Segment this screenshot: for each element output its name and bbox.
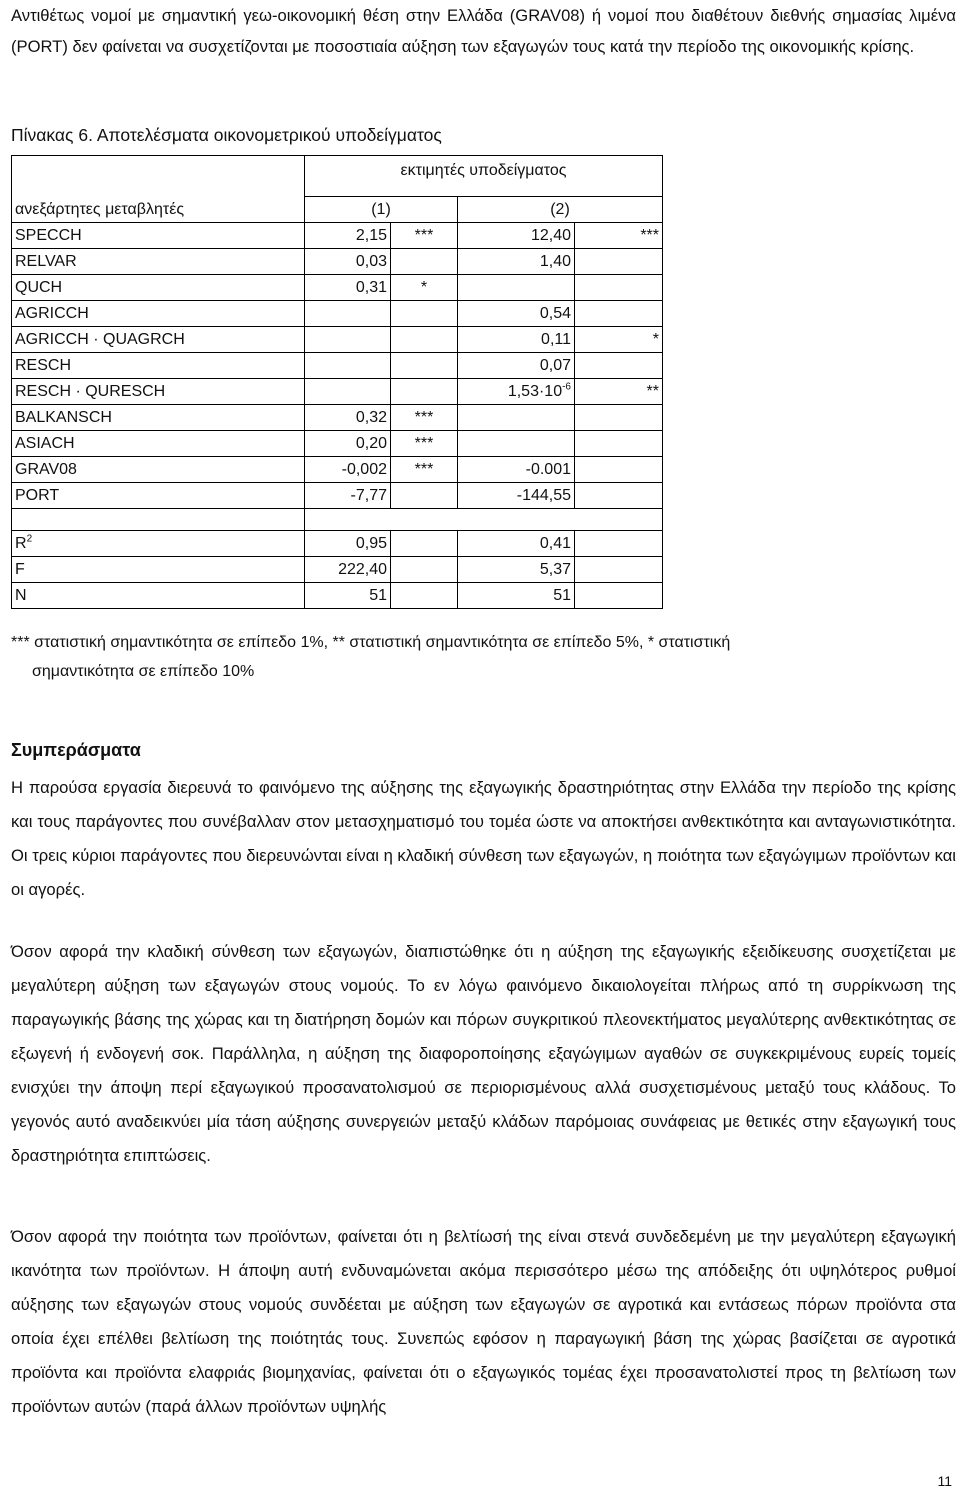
row-variable: BALKANSCH	[12, 405, 305, 431]
stat-label	[12, 531, 305, 557]
row-variable: AGRICCH · QUAGRCH	[12, 327, 305, 353]
row-significance-2	[575, 249, 663, 275]
table-row	[12, 327, 663, 353]
row-value-1	[305, 301, 391, 327]
row-value-2-text: -0.001	[525, 461, 571, 478]
row-value-2	[458, 457, 575, 483]
row-variable: RESCH · QURESCH	[12, 379, 305, 405]
stat-label-text: R	[15, 535, 27, 552]
table-row	[12, 301, 663, 327]
row-value-1	[305, 379, 391, 405]
table-note	[11, 628, 956, 686]
row-variable: GRAV08	[12, 457, 305, 483]
row-value-2-text: 0,11	[541, 331, 571, 348]
stat-empty-1	[391, 531, 458, 557]
stat-empty-2	[575, 531, 663, 557]
row-variable: QUCH	[12, 275, 305, 301]
row-value-2	[458, 223, 575, 249]
row-variable: RELVAR	[12, 249, 305, 275]
row-value-1	[305, 353, 391, 379]
row-significance-1	[391, 327, 458, 353]
row-significance-2	[575, 431, 663, 457]
row-variable: RESCH	[12, 353, 305, 379]
table-row	[12, 275, 663, 301]
table-row	[12, 379, 663, 405]
table-row	[12, 431, 663, 457]
table-row	[12, 457, 663, 483]
row-significance-2	[575, 275, 663, 301]
stat-value-1: 222,40	[305, 557, 391, 583]
results-table	[11, 155, 663, 609]
row-value-1: 0,20	[305, 431, 391, 457]
row-value-2	[458, 405, 575, 431]
stat-label	[12, 557, 305, 583]
stat-label	[12, 583, 305, 609]
row-value-2-text: -144,55	[516, 487, 571, 504]
row-value-2	[458, 327, 575, 353]
table-row	[12, 223, 663, 249]
page-number: 11	[937, 1473, 952, 1489]
row-value-2-text: 0,07	[539, 357, 571, 374]
table-caption: Πίνακας 6. Αποτελέσματα οικονομετρικού υποδείγματος	[11, 125, 442, 145]
conclusions-paragraph-2: Όσον αφορά την κλαδική σύνθεση των εξαγωγών, διαπιστώθηκε ότι η αύξηση της εξαγωγικής εξειδίκευσης συσχετίζεται με μεγαλύτερη αύξηση των εξαγωγών στους νομούς. Το εν λόγω φαινόμενο δικαιολογείται πλήρως από τη συρρίκνωση της παραγωγικής βάσης της χώρας και τη διατήρηση δομών και πόρων συγκριτικού πλεονεκτήματος μεγαλύτερης ανθεκτικότητας σε εξωγενή ή ενδογενή σοκ. Παράλληλα, η αύξηση της διαφοροποίησης εξαγώγιμων αγαθών σε συγκεκριμένους ευρείς τομείς ενισχύει την άποψη περί εξαγωγικού προσανατολισμού σε περιορισμένους αλλά συσχετισμένους μεταξύ τους κλάδους. Το γεγονός αυτό αναδεικνύει μία τάση αύξησης συνεργειών μεταξύ κλάδων παρόμοιας συνάφειας με θετικές στην εξαγωγική τους δραστηριότητα επιπτώσεις.	[11, 942, 956, 1165]
row-significance-2	[575, 483, 663, 509]
row-significance-1	[391, 249, 458, 275]
row-significance-2: **	[575, 379, 663, 405]
stat-label-text: F	[15, 561, 25, 578]
row-value-2-text: 12,40	[530, 227, 571, 244]
conclusions-paragraph-3: Όσον αφορά την ποιότητα των προϊόντων, φαίνεται ότι η βελτίωσή της είναι στενά συνδεδεμένη με την μεγαλύτερη εξαγωγική ικανότητα των προϊόντων. Η άποψη αυτή ενδυναμώνεται ακόμα περισσότερο μέσω της απόδειξης ότι υψηλότερος ρυθμοί αύξησης των εξαγωγών στους νομούς συνδέεται με αύξηση των εξαγωγών σε αγροτικά και εντάσεως πόρων προϊόντα στα οποία έχει επέλθει βελτίωση της ποιότητάς τους. Συνεπώς εφόσον η παραγωγική βάση της χώρας βασίζεται σε αγροτικά προϊόντα και προϊόντα ελαφριάς βιομηχανίας, φαίνεται ότι ο εξαγωγικός τομέας έχει προσανατολιστεί προς τη βελτίωση των προϊόντων αυτών (παρά άλλων προϊόντων υψηλής	[11, 1227, 956, 1416]
row-significance-1: ***	[391, 431, 458, 457]
row-value-2-text: 0,54	[539, 305, 571, 322]
table-stat-row	[12, 557, 663, 583]
row-value-1	[305, 327, 391, 353]
table-header-row	[12, 156, 663, 197]
row-significance-1	[391, 301, 458, 327]
row-significance-2: *	[575, 327, 663, 353]
row-significance-1: *	[391, 275, 458, 301]
table-row	[12, 353, 663, 379]
table-note-line2: σημαντικότητα σε επίπεδο 10%	[32, 663, 255, 680]
table-row	[12, 249, 663, 275]
row-variable: SPECCH	[12, 223, 305, 249]
row-value-1: -0,002	[305, 457, 391, 483]
gap-cell	[305, 509, 663, 531]
row-value-1: 0,03	[305, 249, 391, 275]
stat-empty-2	[575, 583, 663, 609]
intro-paragraph: Αντιθέτως νομοί με σημαντική γεω-οικονομική θέση στην Ελλάδα (GRAV08) ή νομοί που διαθέτουν διεθνής σημασίας λιμένα (PORT) δεν φαίνεται να συσχετίζονται με ποσοστιαία αύξηση των εξαγωγών τους κατά την περίοδο της οικονομικής κρίσης.	[11, 6, 956, 56]
stat-empty-1	[391, 583, 458, 609]
stat-value-2: 0,41	[458, 531, 575, 557]
row-significance-2	[575, 301, 663, 327]
row-value-1: 2,15	[305, 223, 391, 249]
conclusions-paragraph-1: Η παρούσα εργασία διερευνά το φαινόμενο της αύξησης της εξαγωγικής δραστηριότητας στην Ελλάδα την περίοδο της κρίσης και τους παράγοντες που συνέβαλλαν στον μετασχηματισμό του τομέα ώστε να αποκτήσει ανθεκτικότητα και ανταγωνιστικότητα. Οι τρεις κύριοι παράγοντες που διερευνώνται είναι η κλαδική σύνθεση των εξαγωγών, η ποιότητα των εξαγώγιμων προϊόντων και οι αγορές.	[11, 778, 956, 899]
row-value-2-text: 1,53·10	[507, 383, 563, 400]
table-column-header-row	[12, 197, 663, 223]
table-stat-row	[12, 583, 663, 609]
row-significance-2	[575, 457, 663, 483]
row-significance-2	[575, 353, 663, 379]
stat-value-2: 5,37	[458, 557, 575, 583]
stat-value-2: 51	[458, 583, 575, 609]
column-header-variables: ανεξάρτητες μεταβλητές	[12, 197, 305, 223]
stat-label-text: N	[15, 587, 27, 604]
row-value-2	[458, 353, 575, 379]
row-value-1: -7,77	[305, 483, 391, 509]
row-value-1: 0,31	[305, 275, 391, 301]
row-variable: PORT	[12, 483, 305, 509]
row-significance-1: ***	[391, 223, 458, 249]
row-value-2	[458, 483, 575, 509]
row-value-2-text: 1,40	[539, 253, 571, 270]
table-gap-row	[12, 509, 663, 531]
stat-value-1: 0,95	[305, 531, 391, 557]
row-significance-1	[391, 379, 458, 405]
row-value-1: 0,32	[305, 405, 391, 431]
row-value-2	[458, 249, 575, 275]
stat-value-1: 51	[305, 583, 391, 609]
group-header: εκτιμητές υποδείγματος	[305, 156, 663, 197]
row-value-2-exponent: -6	[562, 381, 571, 393]
row-variable: AGRICCH	[12, 301, 305, 327]
stat-empty-2	[575, 557, 663, 583]
row-value-2	[458, 301, 575, 327]
row-significance-1: ***	[391, 457, 458, 483]
table-row	[12, 405, 663, 431]
row-value-2	[458, 379, 575, 405]
row-significance-1: ***	[391, 405, 458, 431]
gap-cell	[12, 509, 305, 531]
conclusions-heading: Συμπεράσματα	[11, 740, 141, 760]
row-significance-2	[575, 405, 663, 431]
row-value-2	[458, 431, 575, 457]
table-stat-row	[12, 531, 663, 557]
stat-label-exponent: 2	[26, 533, 33, 545]
table-note-line1: *** στατιστική σημαντικότητα σε επίπεδο 1%, ** στατιστική σημαντικότητα σε επίπεδο 5%, * στατιστική	[11, 634, 731, 651]
row-value-2	[458, 275, 575, 301]
table-row	[12, 483, 663, 509]
row-significance-1	[391, 483, 458, 509]
row-variable: ASIACH	[12, 431, 305, 457]
column-header-2: (2)	[458, 197, 663, 223]
row-significance-2: ***	[575, 223, 663, 249]
stat-empty-1	[391, 557, 458, 583]
row-significance-1	[391, 353, 458, 379]
column-header-1: (1)	[305, 197, 458, 223]
